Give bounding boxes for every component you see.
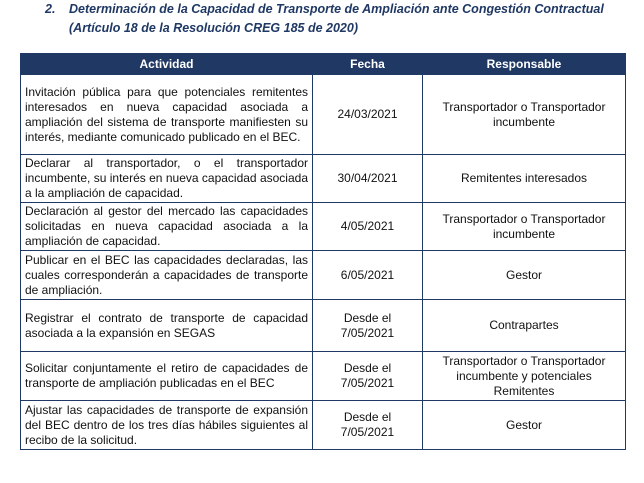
header-responsable: Responsable [423, 54, 626, 75]
cell-responsable: Transportador o Transportador incumbente y potenciales Remitentes [423, 352, 626, 401]
cell-fecha: 6/05/2021 [313, 251, 423, 300]
section-subtitle: (Artículo 18 de la Resolución CREG 185 de 2020) [69, 21, 358, 35]
section-number: 2. [45, 2, 56, 16]
cell-responsable: Transportador o Transportador incumbente [423, 75, 626, 155]
table-row [21, 401, 626, 450]
cell-actividad: Registrar el contrato de transporte de capacidad asociada a la expansión en SEGAS [21, 300, 313, 352]
cell-fecha: 4/05/2021 [313, 203, 423, 251]
table-header-row [21, 54, 626, 75]
cell-fecha: Desde el 7/05/2021 [313, 352, 423, 401]
table-row [21, 352, 626, 401]
cell-actividad: Solicitar conjuntamente el retiro de capacidades de transporte de ampliación publicadas en el BEC [21, 352, 313, 401]
cell-responsable: Gestor [423, 251, 626, 300]
cell-actividad: Ajustar las capacidades de transporte de expansión del BEC dentro de los tres días hábiles siguientes al recibo de la solicitud. [21, 401, 313, 450]
cell-responsable: Contrapartes [423, 300, 626, 352]
schedule-table [20, 53, 626, 450]
cell-actividad: Declaración al gestor del mercado las capacidades solicitadas en nueva capacidad asociada a la ampliación de capacidad. [21, 203, 313, 251]
table-row [21, 75, 626, 155]
table-row [21, 203, 626, 251]
table-row [21, 251, 626, 300]
header-fecha: Fecha [313, 54, 423, 75]
cell-fecha: 24/03/2021 [313, 75, 423, 155]
cell-fecha: Desde el 7/05/2021 [313, 300, 423, 352]
header-actividad: Actividad [21, 54, 313, 75]
table-row [21, 155, 626, 203]
cell-responsable: Gestor [423, 401, 626, 450]
cell-actividad: Declarar al transportador, o el transportador incumbente, su interés en nueva capacidad asociada a la ampliación de capacidad. [21, 155, 313, 203]
cell-responsable: Remitentes interesados [423, 155, 626, 203]
table-row [21, 300, 626, 352]
cell-fecha: 30/04/2021 [313, 155, 423, 203]
section-title: Determinación de la Capacidad de Transporte de Ampliación ante Congestión Contractual [69, 2, 604, 16]
cell-actividad: Invitación pública para que potenciales remitentes interesados en nueva capacidad asociada a ampliación del sistema de transporte manifiesten su interés, mediante comunicado publicado en el BEC. [21, 75, 313, 155]
cell-fecha: Desde el 7/05/2021 [313, 401, 423, 450]
cell-actividad: Publicar en el BEC las capacidades declaradas, las cuales corresponderán a capacidades de transporte de ampliación. [21, 251, 313, 300]
section-title-line [45, 2, 604, 16]
cell-responsable: Transportador o Transportador incumbente [423, 203, 626, 251]
